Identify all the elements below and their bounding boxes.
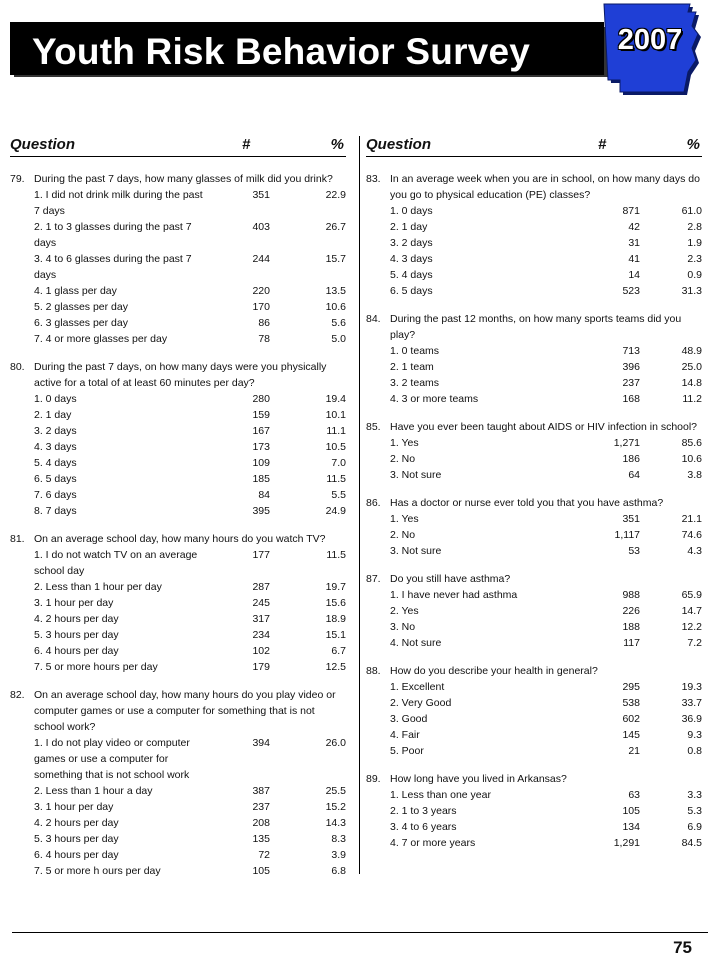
answer-count: 295 [622, 681, 640, 693]
answer-count: 396 [622, 361, 640, 373]
answer-count: 179 [252, 661, 270, 673]
answer-row [10, 735, 346, 783]
question-number: 88. [366, 665, 381, 677]
answer-count: 351 [252, 189, 270, 201]
answer-count: 105 [622, 805, 640, 817]
answer-count: 188 [622, 621, 640, 633]
answer-row [366, 435, 702, 451]
question-text [366, 663, 702, 679]
answer-count: 1,291 [613, 837, 640, 849]
question-number: 81. [10, 533, 25, 545]
answer-percent: 10.5 [325, 441, 346, 453]
answer-count: 173 [252, 441, 270, 453]
answer-row [10, 547, 346, 579]
answer-label: 1. Yes [390, 513, 419, 525]
answer-label: 8. 7 days [34, 505, 77, 517]
survey-question [366, 495, 702, 559]
question-number: 86. [366, 497, 381, 509]
survey-question [366, 311, 702, 407]
answer-percent: 5.5 [331, 489, 346, 501]
answer-percent: 10.6 [325, 301, 346, 313]
answer-label: 3. 4 to 6 years [390, 821, 457, 833]
header-count-label: # [598, 136, 607, 153]
answer-count: 159 [252, 409, 270, 421]
answer-percent: 85.6 [681, 437, 702, 449]
answer-percent: 19.7 [325, 581, 346, 593]
question-prompt: Do you still have asthma? [390, 573, 511, 585]
question-number: 80. [10, 361, 25, 373]
answer-label: 2. No [390, 529, 416, 541]
answer-count: 245 [252, 597, 270, 609]
answer-count: 395 [252, 505, 270, 517]
answer-count: 168 [622, 393, 640, 405]
answer-percent: 8.3 [331, 833, 346, 845]
answer-percent: 74.6 [681, 529, 702, 541]
answer-percent: 5.6 [331, 317, 346, 329]
answer-row [366, 267, 702, 283]
answer-row [366, 467, 702, 483]
question-number: 83. [366, 173, 381, 185]
answer-percent: 65.9 [681, 589, 702, 601]
header-percent-label: % [330, 136, 344, 153]
right-question-list [366, 171, 702, 851]
answer-label: 1. Excellent [390, 681, 445, 693]
question-text [10, 687, 346, 735]
answer-label: 2. 1 to 3 years [390, 805, 457, 817]
answer-count: 177 [252, 549, 270, 561]
answer-label: 3. Not sure [390, 545, 442, 557]
answer-row [366, 603, 702, 619]
answer-row [366, 787, 702, 803]
answer-row [366, 359, 702, 375]
answer-count: 41 [628, 253, 640, 265]
answer-count: 63 [628, 789, 640, 801]
left-column [10, 136, 346, 891]
answer-label: 5. 4 days [34, 457, 77, 469]
answer-percent: 22.9 [325, 189, 346, 201]
answer-label: 6. 3 glasses per day [34, 317, 128, 329]
answer-row [10, 611, 346, 627]
answer-count: 237 [252, 801, 270, 813]
answer-percent: 6.8 [331, 865, 346, 877]
answer-percent: 15.2 [325, 801, 346, 813]
column-divider [359, 136, 360, 874]
answer-percent: 10.6 [681, 453, 702, 465]
answer-count: 387 [252, 785, 270, 797]
answer-label: 3. No [390, 621, 416, 633]
answer-count: 1,117 [614, 529, 640, 541]
answer-label: 3. Good [390, 713, 428, 725]
answer-row [10, 863, 346, 879]
answer-percent: 5.3 [687, 805, 702, 817]
answer-percent: 19.3 [681, 681, 702, 693]
answer-row [10, 487, 346, 503]
answer-count: 134 [622, 821, 640, 833]
survey-question [10, 687, 346, 879]
answer-row [10, 815, 346, 831]
answer-percent: 19.4 [325, 393, 346, 405]
answer-count: 105 [252, 865, 270, 877]
question-number: 89. [366, 773, 381, 785]
answer-percent: 36.9 [681, 713, 702, 725]
right-column-header [366, 136, 702, 157]
question-number: 79. [10, 173, 25, 185]
answer-percent: 11.5 [326, 473, 346, 485]
answer-count: 244 [252, 253, 270, 265]
survey-question [366, 571, 702, 651]
answer-row [366, 819, 702, 835]
answer-percent: 14.7 [681, 605, 702, 617]
question-text [366, 771, 702, 787]
answer-row [10, 439, 346, 455]
answer-percent: 10.1 [325, 409, 346, 421]
left-column-header [10, 136, 346, 157]
answer-row [366, 527, 702, 543]
answer-label: 2. Less than 1 hour per day [34, 581, 162, 593]
survey-question [10, 171, 346, 347]
answer-percent: 24.9 [325, 505, 346, 517]
answer-count: 871 [622, 205, 640, 217]
answer-count: 78 [258, 333, 270, 345]
question-prompt: Have you ever been taught about AIDS or HIV infection in school? [390, 421, 698, 433]
answer-row [10, 847, 346, 863]
answer-count: 185 [252, 473, 270, 485]
answer-label: 4. 2 hours per day [34, 613, 119, 625]
answer-percent: 0.8 [687, 745, 702, 757]
answer-count: 186 [622, 453, 640, 465]
answer-row [10, 219, 346, 251]
survey-question [366, 663, 702, 759]
answer-count: 135 [252, 833, 270, 845]
answer-count: 64 [628, 469, 640, 481]
answer-percent: 26.7 [325, 221, 346, 233]
answer-label: 3. 2 days [34, 425, 77, 437]
answer-label: 3. 1 hour per day [34, 801, 114, 813]
answer-count: 21 [628, 745, 640, 757]
answer-percent: 2.8 [687, 221, 702, 233]
page-title: Youth Risk Behavior Survey [32, 31, 530, 72]
answer-count: 287 [252, 581, 270, 593]
page-number: 75 [673, 938, 692, 957]
survey-question [366, 419, 702, 483]
answer-row [10, 503, 346, 519]
answer-percent: 21.1 [681, 513, 702, 525]
answer-label: 1. I do not play video or computer games or use a computer for something that is not school work [34, 737, 190, 781]
question-text [366, 419, 702, 435]
answer-label: 1. Yes [390, 437, 419, 449]
question-number: 87. [366, 573, 381, 585]
question-prompt: During the past 12 months, on how many sports teams did you play? [390, 313, 682, 341]
answer-percent: 14.3 [325, 817, 346, 829]
answer-row [10, 251, 346, 283]
answer-percent: 12.2 [681, 621, 702, 633]
question-prompt: During the past 7 days, how many glasses of milk did you drink? [34, 173, 333, 185]
answer-count: 403 [252, 221, 270, 233]
answer-row [366, 835, 702, 851]
answer-row [366, 511, 702, 527]
answer-row [366, 695, 702, 711]
answer-label: 5. 2 glasses per day [34, 301, 128, 313]
answer-label: 2. No [390, 453, 416, 465]
answer-percent: 26.0 [325, 737, 346, 749]
answer-count: 72 [258, 849, 270, 861]
answer-percent: 61.0 [681, 205, 702, 217]
answer-count: 602 [622, 713, 640, 725]
answer-row [10, 423, 346, 439]
answer-count: 109 [252, 457, 270, 469]
answer-label: 2. 1 day [34, 409, 72, 421]
answer-percent: 2.3 [687, 253, 702, 265]
header-question-label: Question [366, 136, 432, 153]
answer-label: 1. I have never had asthma [390, 589, 518, 601]
answer-percent: 3.3 [687, 789, 702, 801]
answer-row [366, 343, 702, 359]
answer-label: 7. 5 or more hours per day [34, 661, 158, 673]
answer-row [10, 455, 346, 471]
answer-row [366, 219, 702, 235]
question-prompt: Has a doctor or nurse ever told you that you have asthma? [390, 497, 664, 509]
answer-label: 4. 3 or more teams [390, 393, 479, 405]
answer-percent: 31.3 [681, 285, 702, 297]
answer-row [10, 831, 346, 847]
answer-count: 86 [258, 317, 270, 329]
question-text [366, 495, 702, 511]
answer-count: 84 [258, 489, 270, 501]
answer-count: 145 [622, 729, 640, 741]
answer-label: 6. 4 hours per day [34, 849, 119, 861]
answer-label: 1. 0 days [390, 205, 433, 217]
survey-year: 2007 [617, 24, 683, 56]
answer-row [366, 251, 702, 267]
answer-label: 2. 1 day [390, 221, 428, 233]
answer-count: 280 [252, 393, 270, 405]
answer-row [10, 595, 346, 611]
answer-percent: 15.1 [325, 629, 346, 641]
answer-row [366, 451, 702, 467]
survey-question [10, 531, 346, 675]
answer-row [366, 803, 702, 819]
question-text [366, 311, 702, 343]
answer-row [366, 619, 702, 635]
answer-percent: 0.9 [687, 269, 702, 281]
answer-percent: 6.7 [331, 645, 346, 657]
header-count-label: # [242, 136, 251, 153]
answer-percent: 84.5 [681, 837, 702, 849]
answer-count: 351 [622, 513, 640, 525]
answer-percent: 25.0 [681, 361, 702, 373]
answer-row [366, 375, 702, 391]
answer-label: 2. Less than 1 hour a day [34, 785, 153, 797]
answer-row [366, 635, 702, 651]
answer-label: 4. 3 days [34, 441, 77, 453]
answer-label: 4. 1 glass per day [34, 285, 117, 297]
answer-label: 7. 6 days [34, 489, 77, 501]
answer-percent: 9.3 [687, 729, 702, 741]
answer-row [10, 643, 346, 659]
answer-count: 208 [252, 817, 270, 829]
answer-percent: 14.8 [681, 377, 702, 389]
answer-percent: 1.9 [687, 237, 702, 249]
survey-question [10, 359, 346, 519]
answer-label: 2. Very Good [390, 697, 452, 709]
answer-row [366, 543, 702, 559]
answer-label: 5. 4 days [390, 269, 433, 281]
answer-label: 7. 5 or more h ours per day [34, 865, 161, 877]
answer-percent: 11.5 [326, 549, 346, 561]
question-number: 82. [10, 689, 25, 701]
answer-count: 394 [252, 737, 270, 749]
answer-row [10, 783, 346, 799]
answer-count: 53 [628, 545, 640, 557]
answer-label: 4. Not sure [390, 637, 442, 649]
question-prompt: How long have you lived in Arkansas? [390, 773, 567, 785]
question-text [366, 571, 702, 587]
answer-percent: 15.6 [325, 597, 346, 609]
answer-percent: 11.2 [682, 393, 702, 405]
answer-count: 713 [622, 345, 640, 357]
answer-row [366, 711, 702, 727]
answer-label: 6. 5 days [34, 473, 77, 485]
answer-row [366, 391, 702, 407]
answer-label: 7. 4 or more glasses per day [34, 333, 168, 345]
left-question-list [10, 171, 346, 879]
answer-row [366, 235, 702, 251]
survey-question [366, 171, 702, 299]
answer-label: 1. 0 teams [390, 345, 440, 357]
answer-label: 3. 2 days [390, 237, 433, 249]
answer-row [10, 391, 346, 407]
answer-label: 3. 2 teams [390, 377, 440, 389]
answer-label: 5. Poor [390, 745, 424, 757]
question-prompt: How do you describe your health in general? [390, 665, 598, 677]
answer-label: 2. 1 team [390, 361, 434, 373]
answer-count: 234 [252, 629, 270, 641]
answer-row [10, 331, 346, 347]
answer-label: 4. 7 or more years [390, 837, 476, 849]
answer-percent: 25.5 [325, 785, 346, 797]
question-prompt: On an average school day, how many hours do you play video or computer games or use a computer for something that is not school work? [34, 689, 336, 733]
answer-label: 2. Yes [390, 605, 419, 617]
question-text [366, 171, 702, 203]
answer-percent: 13.5 [325, 285, 346, 297]
answer-count: 42 [628, 221, 640, 233]
answer-count: 167 [252, 425, 270, 437]
header-question-label: Question [10, 136, 76, 153]
answer-row [10, 299, 346, 315]
answer-row [10, 579, 346, 595]
answer-label: 3. 1 hour per day [34, 597, 114, 609]
answer-percent: 15.7 [325, 253, 346, 265]
answer-label: 5. 3 hours per day [34, 629, 119, 641]
question-text [10, 531, 346, 547]
answer-row [10, 283, 346, 299]
answer-count: 226 [622, 605, 640, 617]
right-column [366, 136, 702, 863]
answer-label: 3. 4 to 6 glasses during the past 7 days [34, 253, 192, 281]
answer-percent: 3.8 [687, 469, 702, 481]
answer-row [10, 315, 346, 331]
answer-label: 2. 1 to 3 glasses during the past 7 days [34, 221, 192, 249]
answer-count: 31 [628, 237, 640, 249]
answer-row [10, 407, 346, 423]
question-prompt: During the past 7 days, on how many days were you physically active for a total of at least 60 minutes per day? [34, 361, 327, 389]
answer-label: 4. Fair [390, 729, 420, 741]
answer-label: 1. I do not watch TV on an average school day [34, 549, 198, 577]
answer-percent: 18.9 [325, 613, 346, 625]
answer-percent: 5.0 [331, 333, 346, 345]
answer-row [10, 627, 346, 643]
question-prompt: On an average school day, how many hours do you watch TV? [34, 533, 326, 545]
answer-label: 4. 2 hours per day [34, 817, 119, 829]
answer-percent: 4.3 [687, 545, 702, 557]
answer-percent: 3.9 [331, 849, 346, 861]
answer-row [10, 799, 346, 815]
answer-count: 117 [623, 637, 640, 649]
question-text [10, 171, 346, 187]
footer-rule [12, 932, 708, 933]
answer-count: 523 [622, 285, 640, 297]
answer-percent: 33.7 [681, 697, 702, 709]
question-text [10, 359, 346, 391]
survey-question [366, 771, 702, 851]
answer-count: 538 [622, 697, 640, 709]
answer-count: 220 [252, 285, 270, 297]
question-number: 84. [366, 313, 381, 325]
answer-count: 102 [252, 645, 270, 657]
answer-label: 3. Not sure [390, 469, 442, 481]
answer-count: 237 [622, 377, 640, 389]
answer-percent: 6.9 [687, 821, 702, 833]
answer-count: 170 [252, 301, 270, 313]
answer-percent: 48.9 [681, 345, 702, 357]
question-prompt: In an average week when you are in school, on how many days do you go to physical education (PE) classes? [390, 173, 700, 201]
answer-count: 317 [252, 613, 270, 625]
answer-label: 1. Less than one year [390, 789, 491, 801]
answer-row [366, 587, 702, 603]
answer-label: 6. 5 days [390, 285, 433, 297]
answer-row [10, 471, 346, 487]
answer-row [366, 203, 702, 219]
answer-row [366, 283, 702, 299]
answer-label: 4. 3 days [390, 253, 433, 265]
answer-label: 6. 4 hours per day [34, 645, 119, 657]
answer-label: 1. 0 days [34, 393, 77, 405]
header-percent-label: % [686, 136, 700, 153]
question-number: 85. [366, 421, 381, 433]
answer-row [366, 727, 702, 743]
answer-row [10, 659, 346, 675]
answer-count: 988 [622, 589, 640, 601]
answer-count: 14 [628, 269, 640, 281]
answer-percent: 7.0 [331, 457, 346, 469]
answer-label: 5. 3 hours per day [34, 833, 119, 845]
answer-percent: 7.2 [687, 637, 702, 649]
answer-percent: 12.5 [325, 661, 346, 673]
answer-count: 1,271 [613, 437, 640, 449]
answer-row [10, 187, 346, 219]
answer-percent: 11.1 [326, 425, 346, 437]
answer-label: 1. I did not drink milk during the past 7 days [34, 189, 203, 217]
answer-row [366, 679, 702, 695]
answer-row [366, 743, 702, 759]
